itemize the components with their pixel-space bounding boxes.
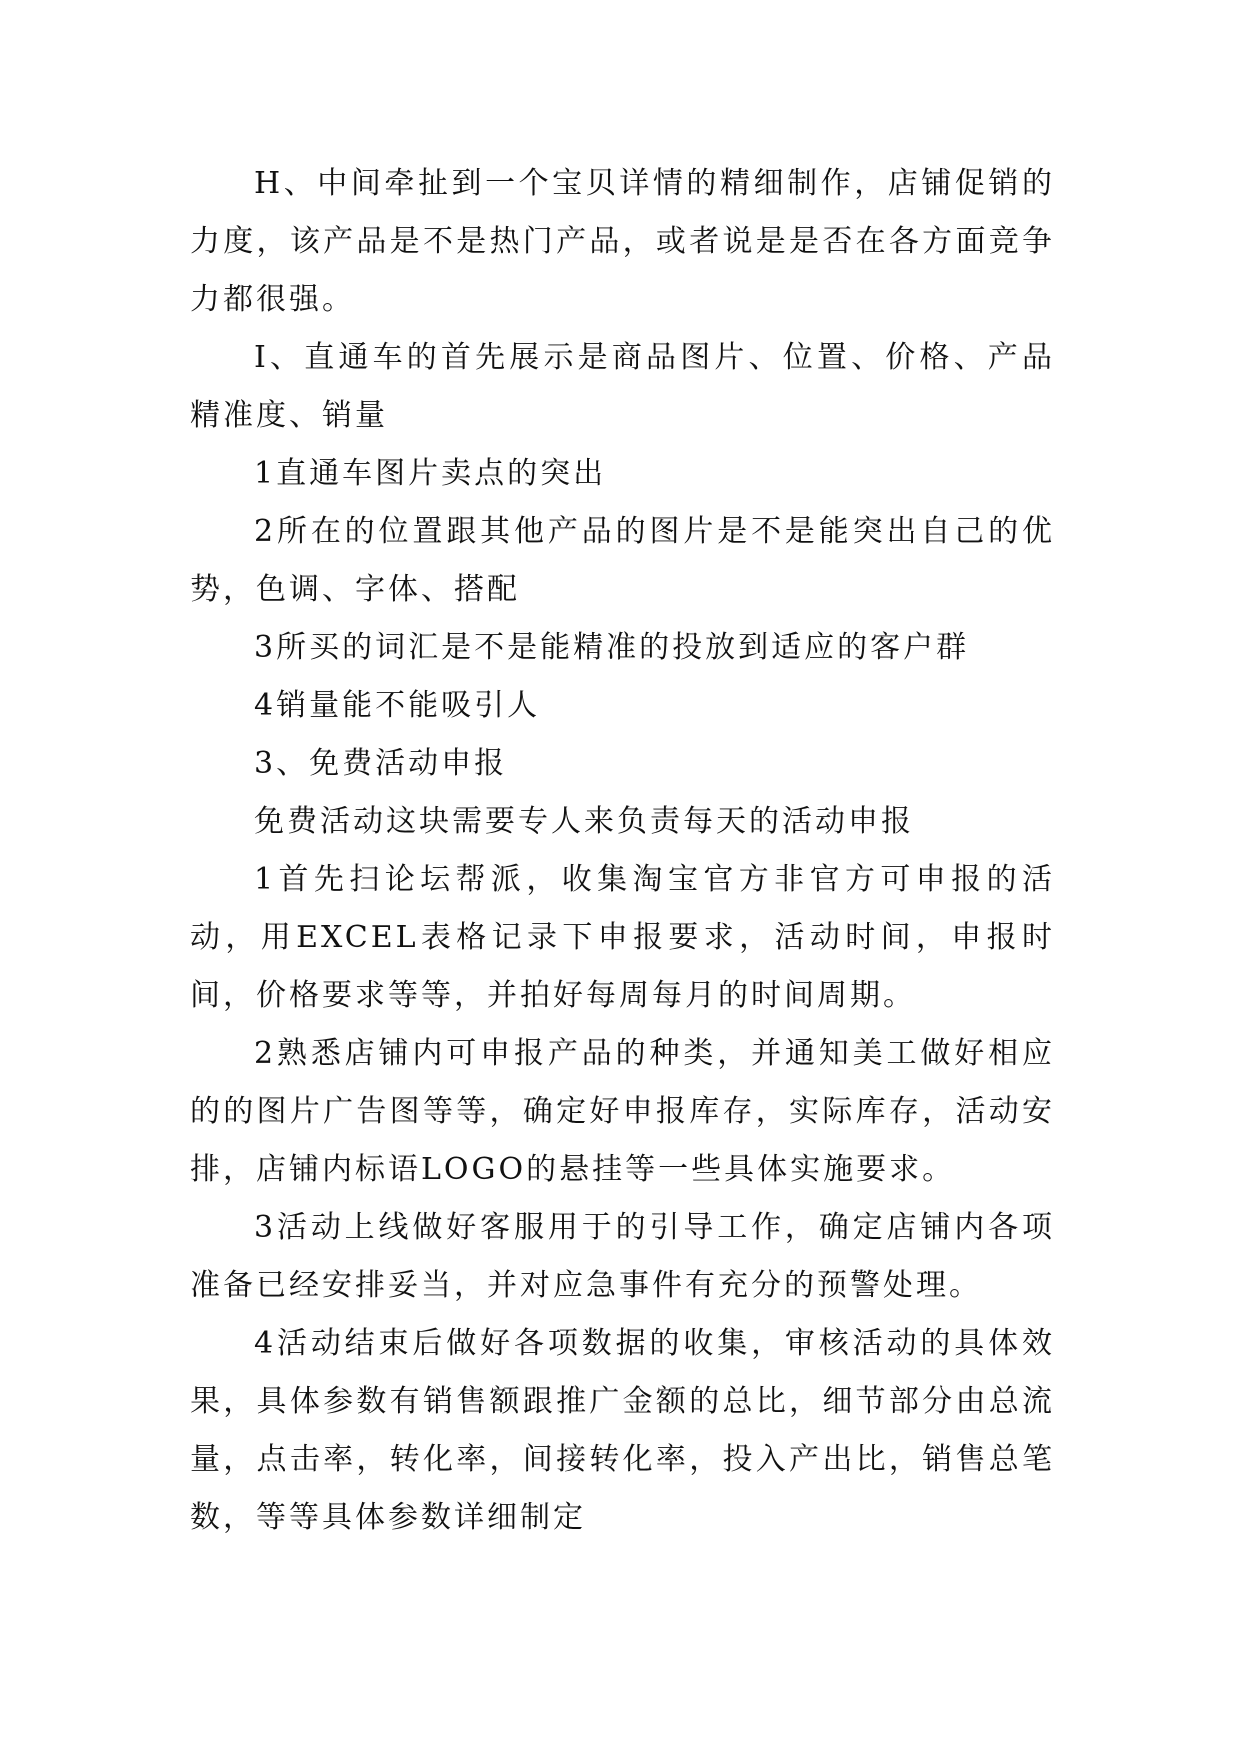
paragraph-step-1-collect: 1首先扫论坛帮派，收集淘宝官方非官方可申报的活动，用EXCEL表格记录下申报要求，活动时间，申报时间，价格要求等等，并拍好每周每月的时间周期。 — [190, 862, 1055, 1013]
paragraph-i-through-train: I、直通车的首先展示是商品图片、位置、价格、产品精准度、销量 — [190, 340, 1055, 433]
paragraph-item-1-image: 1直通车图片卖点的突出 — [254, 456, 607, 491]
paragraph-h-detail-page: H、中间牵扯到一个宝贝详情的精细制作，店铺促销的力度，该产品是不是热门产品，或者说是是否在各方面竞争力都很强。 — [190, 166, 1055, 317]
section-heading-free-events: 3、免费活动申报 — [254, 746, 508, 781]
document-body — [190, 155, 1055, 1547]
paragraph-item-3-keywords: 3所买的词汇是不是能精准的投放到适应的客户群 — [254, 630, 970, 665]
paragraph-item-2-position: 2所在的位置跟其他产品的图片是不是能突出自己的优势，色调、字体、搭配 — [190, 514, 1055, 607]
paragraph-item-4-sales: 4销量能不能吸引人 — [254, 688, 541, 723]
paragraph-step-2-prepare: 2熟悉店铺内可申报产品的种类，并通知美工做好相应的的图片广告图等等，确定好申报库存，实际库存，活动安排，店铺内标语LOGO的悬挂等一些具体实施要求。 — [190, 1036, 1055, 1187]
paragraph-step-3-launch: 3活动上线做好客服用于的引导工作，确定店铺内各项准备已经安排妥当，并对应急事件有充分的预警处理。 — [190, 1210, 1055, 1303]
paragraph-step-4-review: 4活动结束后做好各项数据的收集，审核活动的具体效果，具体参数有销售额跟推广金额的总比，细节部分由总流量，点击率，转化率，间接转化率，投入产出比，销售总笔数，等等具体参数详细制定 — [190, 1326, 1055, 1535]
paragraph-free-events-intro: 免费活动这块需要专人来负责每天的活动申报 — [254, 804, 914, 839]
